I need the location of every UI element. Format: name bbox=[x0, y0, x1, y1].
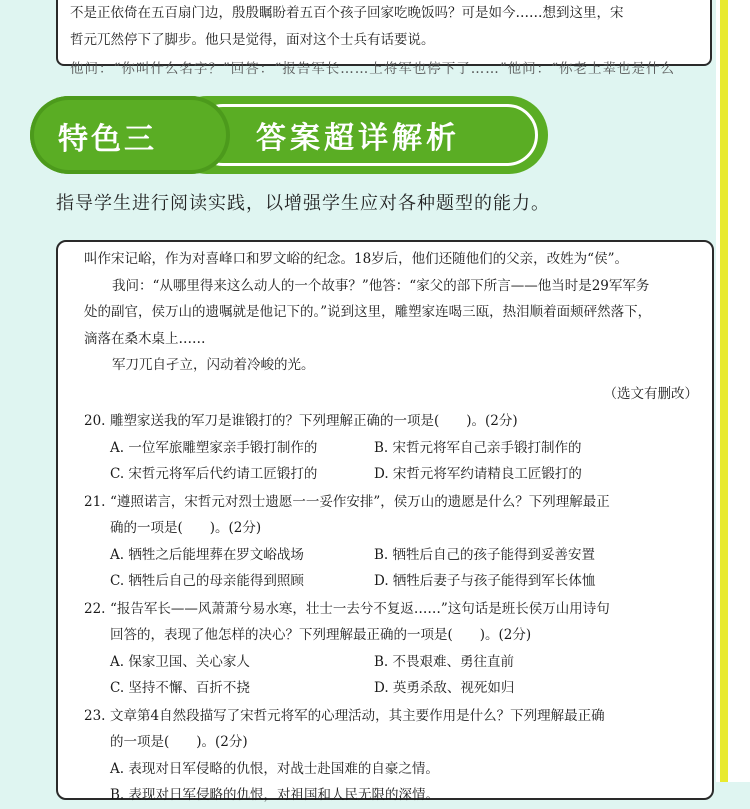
option: C. 宋哲元将军后代约请工匠锻打的 bbox=[110, 466, 318, 482]
option: D. 牺牲后妻子与孩子能得到军长体恤 bbox=[374, 573, 596, 589]
option: B. 表现对日军侵略的仇恨，对祖国和人民无限的深情。 bbox=[110, 787, 440, 803]
question-continuation: 确的一项是( )。(2分) bbox=[110, 520, 262, 536]
excerpt-line-cut: 他问：“你叫什么名字？”回答：“报告军长……上将军也停下了……”他问：“你老上辈也是什么 bbox=[70, 61, 676, 77]
options-row bbox=[84, 461, 698, 488]
excerpt-line: 不是正依倚在五百扇门边，殷殷瞩盼着五百个孩子回家吃晚饭吗？可是如今……想到这里，宋 bbox=[70, 5, 624, 21]
options-row bbox=[84, 568, 698, 595]
option: C. 坚持不懈、百折不挠 bbox=[110, 680, 250, 696]
feature-badge bbox=[30, 96, 230, 174]
options-row bbox=[84, 675, 698, 702]
options-row bbox=[84, 435, 698, 462]
passage-paragraph: 我问：“从哪里得来这么动人的一个故事？”他答：“家父的部下所言——他当时是29军军务 bbox=[112, 277, 650, 294]
question-21: 21. “遵照诺言，宋哲元对烈士遗愿一一妥作安排”，侯万山的遗愿是什么？下列理解最正 bbox=[84, 493, 610, 510]
passage-paragraph: 叫作宋记峪，作为对喜峰口和罗文峪的纪念。18岁后，他们还随他们的父亲，改姓为“侯”。 bbox=[84, 251, 628, 267]
question-23: 23. 文章第4自然段描写了宋哲元将军的心理活动，其主要作用是什么？下列理解最正确 bbox=[84, 707, 605, 724]
option: B. 不畏艰难、勇往直前 bbox=[374, 653, 515, 670]
option: A. 一位军旅雕塑家亲手锻打制作的 bbox=[110, 439, 318, 456]
passage-paragraph: 军刀兀自孑立，闪动着冷峻的光。 bbox=[112, 357, 315, 373]
source-note: （选文有删改） bbox=[603, 385, 698, 402]
options-row bbox=[84, 649, 698, 676]
feature-banner bbox=[30, 96, 550, 174]
banner-title: 答案超详解析 bbox=[256, 121, 460, 156]
passage-line: 处的副官，侯万山的遗嘱就是他记下的。”说到这里，雕塑家连喝三瓯，热泪顺着面颊砰然落下， bbox=[84, 304, 652, 320]
option: A. 表现对日军侵略的仇恨，对战士赴国难的自豪之情。 bbox=[110, 760, 439, 777]
option: D. 宋哲元将军约请精良工匠锻打的 bbox=[374, 466, 582, 482]
option: C. 牺牲后自己的母亲能得到照顾 bbox=[110, 573, 304, 589]
options-row bbox=[84, 542, 698, 569]
question-22: 22. “报告军长——风萧萧兮易水寒，壮士一去兮不复返……”这句话是班长侯万山用诗句 bbox=[84, 600, 610, 617]
question-20: 20. 雕塑家送我的军刀是谁锻打的？下列理解正确的一项是( )。(2分) bbox=[84, 413, 518, 429]
option: B. 牺牲后自己的孩子能得到妥善安置 bbox=[374, 546, 596, 563]
option: D. 英勇杀敌、视死如归 bbox=[374, 680, 515, 696]
question-continuation: 的一项是( )。(2分) bbox=[110, 734, 248, 750]
passage-line: 滴落在桑木桌上…… bbox=[84, 330, 206, 347]
excerpt-line: 哲元兀然停下了脚步。他只是觉得，面对这个士兵有话要说。 bbox=[70, 32, 435, 48]
sample-page-box bbox=[56, 240, 714, 803]
question-continuation: 回答的，表现了他怎样的决心？下列理解最正确的一项是( )。(2分) bbox=[110, 627, 532, 643]
top-excerpt-box bbox=[56, 0, 712, 77]
feature-description: 指导学生进行阅读实践，以增强学生应对各种题型的能力。 bbox=[56, 193, 550, 214]
yellow-stripe bbox=[720, 0, 728, 782]
option: B. 宋哲元将军自己亲手锻打制作的 bbox=[374, 439, 582, 456]
option: A. 牺牲之后能埋葬在罗文峪战场 bbox=[110, 546, 304, 563]
feature-badge-label: 特色三 bbox=[58, 122, 157, 157]
option: A. 保家卫国、关心家人 bbox=[110, 653, 250, 670]
